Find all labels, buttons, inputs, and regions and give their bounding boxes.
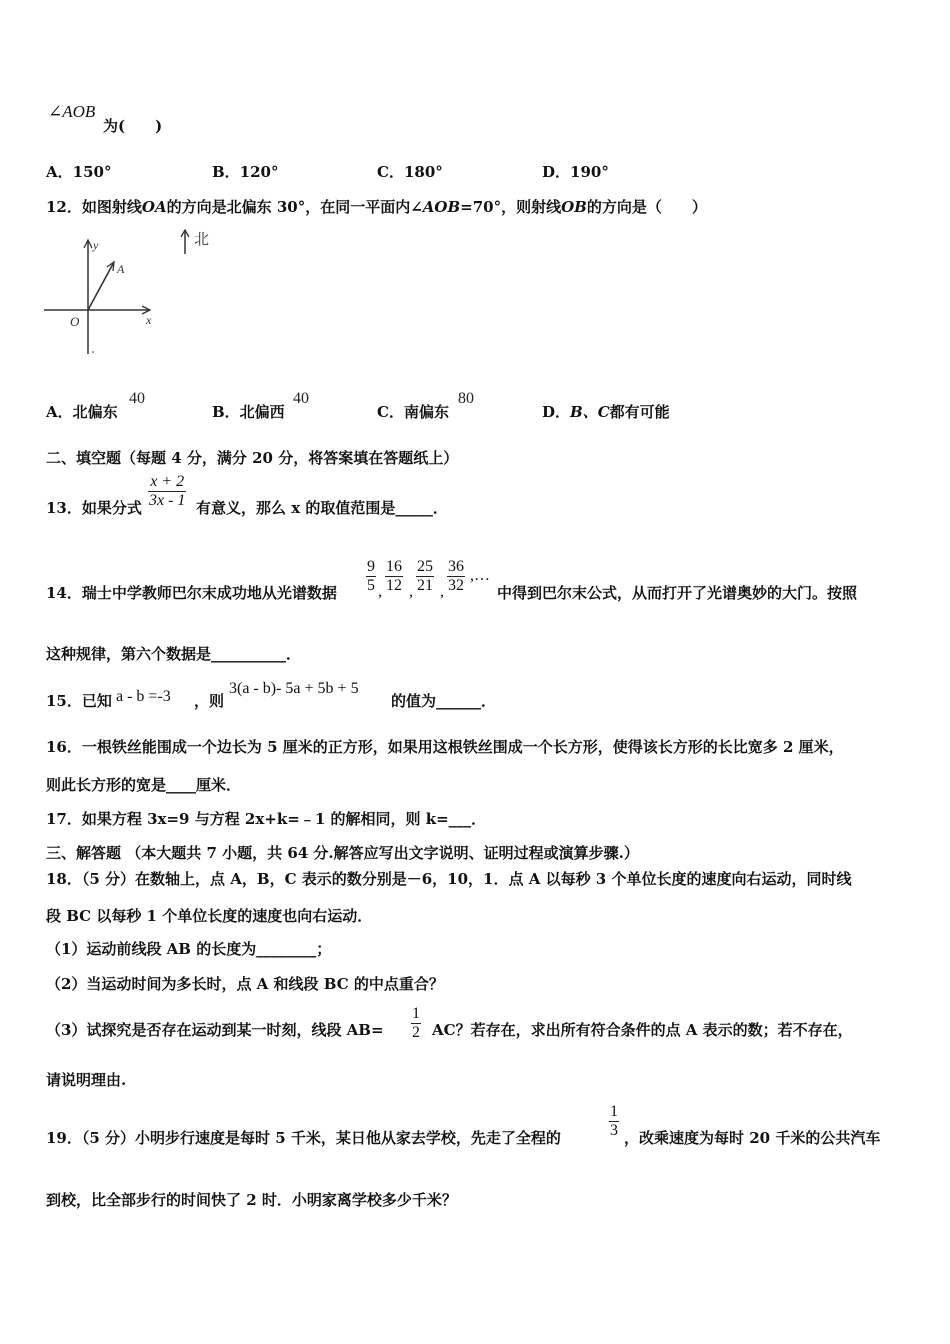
q15-suffix: 的值为______． [391,692,497,710]
q14-fraction-1 [366,558,376,595]
q18-sub3-suffix: AC？若存在，求出所有符合条件的点 A 表示的数；若不存在， [432,1021,853,1039]
q12-option-c-degree: 80 [458,390,474,407]
ray-oa [88,262,114,310]
q16-line1: 16．一根铁丝能围成一个边长为 5 厘米的正方形，如果用这根铁丝围成一个长方形，使得该长方形的长比宽多 2 厘米， [46,738,844,756]
x-label: x [146,313,152,327]
q14-fraction-3-den: 21 [417,577,433,594]
q14-suffix: 中得到巴尔末公式，从而打开了光谱奥妙的大门。按照 [497,584,858,602]
q12-part1: 12．如图射线 [46,198,142,216]
q12-aob: ∠AOB [410,198,461,216]
q15-prefix: 15．已知 [46,692,112,710]
q12-part2: 的方向是北偏东 30°，在同一平面内 [166,198,411,216]
q12-diagram [40,228,230,358]
q18-sub3-fraction-num: 1 [412,1005,420,1022]
q14-comma-3: , [440,583,444,600]
q12-option-d-suffix: 都有可能 [609,403,670,421]
q18-line2: 段 BC 以每秒 1 个单位长度的速度也向右运动． [46,907,373,925]
q15-expression: 3(a - b)- 5a + 5b + 5 [229,680,359,697]
north-label: 北 [194,232,210,248]
q12-option-a-degree: 40 [129,390,145,407]
q18-sub3-line2: 请说明理由. [46,1071,127,1089]
q12-option-b: B．北偏西 [212,403,285,421]
q12-option-d-prefix: D． [542,403,571,421]
y-label: y [93,238,99,252]
q14-fraction-1-num: 9 [367,558,375,575]
q18-sub1: （1）运动前线段 AB 的长度为________； [46,940,332,958]
q12-question [46,197,707,217]
q12-part4: 的方向是（ ） [586,198,707,216]
q18-sub3-prefix: （3）试探究是否存在运动到某一时刻，线段 AB= [46,1021,384,1039]
q14-fraction-4 [447,558,465,595]
q14-fraction-3 [416,558,434,595]
q11-suffix: 为( ) [103,117,163,135]
section2-title: 二、填空题（每题 4 分，满分 20 分，将答案填在答题纸上） [46,449,459,467]
q12-option-d-bc: B、C [570,403,610,421]
q14-fraction-4-num: 36 [448,558,464,575]
q14-fraction-2-num: 16 [386,558,402,575]
q11-option-c: C．180° [377,163,443,181]
q19-prefix: 19．（5 分）小明步行速度是每时 5 千米，某日他从家去学校，先走了全程的 [46,1129,561,1147]
q15-mid: ，则 [194,692,225,710]
q12-part3: =70°，则射线 [460,198,562,216]
q13-denominator: 3x - 1 [149,492,186,509]
q14-comma-2: , [409,583,413,600]
q15-condition: a - b =-3 [116,688,171,705]
q14-fraction-2-den: 12 [386,577,402,594]
q12-option-a: A．北偏东 [46,403,118,421]
q13-prefix: 13．如果分式 [46,499,142,517]
a-label: A [117,262,125,276]
q18-sub2: （2）当运动时间为多长时，点 A 和线段 BC 的中点重合？ [46,975,444,993]
q11-angle-label: ∠AOB [48,102,96,121]
q12-option-d [542,402,670,422]
q19-fraction [609,1103,619,1140]
q19-fraction-num: 1 [610,1103,618,1120]
q16-line2: 则此长方形的宽是____厘米． [46,776,242,794]
q19-line2: 到校，比全部步行的时间快了 2 时．小明家离学校多少千米？ [46,1191,457,1209]
q12-option-b-degree: 40 [293,390,309,407]
q12-option-c: C．南偏东 [377,403,449,421]
section3-title: 三、解答题 （本大题共 7 小题，共 64 分.解答应写出文字说明、证明过程或演算步骤.） [46,844,639,862]
q14-ellipsis: ,… [470,567,490,584]
q14-line2: 这种规律，第六个数据是__________． [46,645,302,663]
q11-option-b: B．120° [212,163,279,181]
q18-sub3-fraction-den: 2 [412,1024,420,1041]
q14-fraction-4-den: 32 [448,577,464,594]
q12-ob: OB [561,198,587,216]
q11-option-a: A．150° [46,163,112,181]
q14-fraction-1-den: 5 [367,577,375,594]
q13-suffix: 有意义，那么 x 的取值范围是_____． [196,499,448,517]
q13-numerator: x + 2 [150,473,185,490]
q11-option-d: D．190° [542,163,609,181]
q19-fraction-den: 3 [610,1122,618,1139]
q18-line1: 18．（5 分）在数轴上，点 A，B，C 表示的数分别是－6，10，1．点 A 以每秒 3 个单位长度的速度向右运动，同时线 [46,870,852,888]
o-label: O [70,314,80,329]
q19-suffix: ，改乘速度为每时 20 千米的公共汽车 [624,1129,881,1147]
q13-fraction [148,473,186,510]
q17-text: 17．如果方程 3x=9 与方程 2x+k=﹣1 的解相同，则 k=___． [46,810,487,828]
q12-oa: OA [141,198,167,216]
diagram-dot [92,351,94,353]
q14-prefix: 14．瑞士中学教师巴尔末成功地从光谱数据 [46,584,337,602]
q14-comma-1: , [378,583,382,600]
q18-sub3-fraction [411,1005,421,1042]
q14-fraction-2 [385,558,403,595]
q14-fraction-3-num: 25 [417,558,433,575]
